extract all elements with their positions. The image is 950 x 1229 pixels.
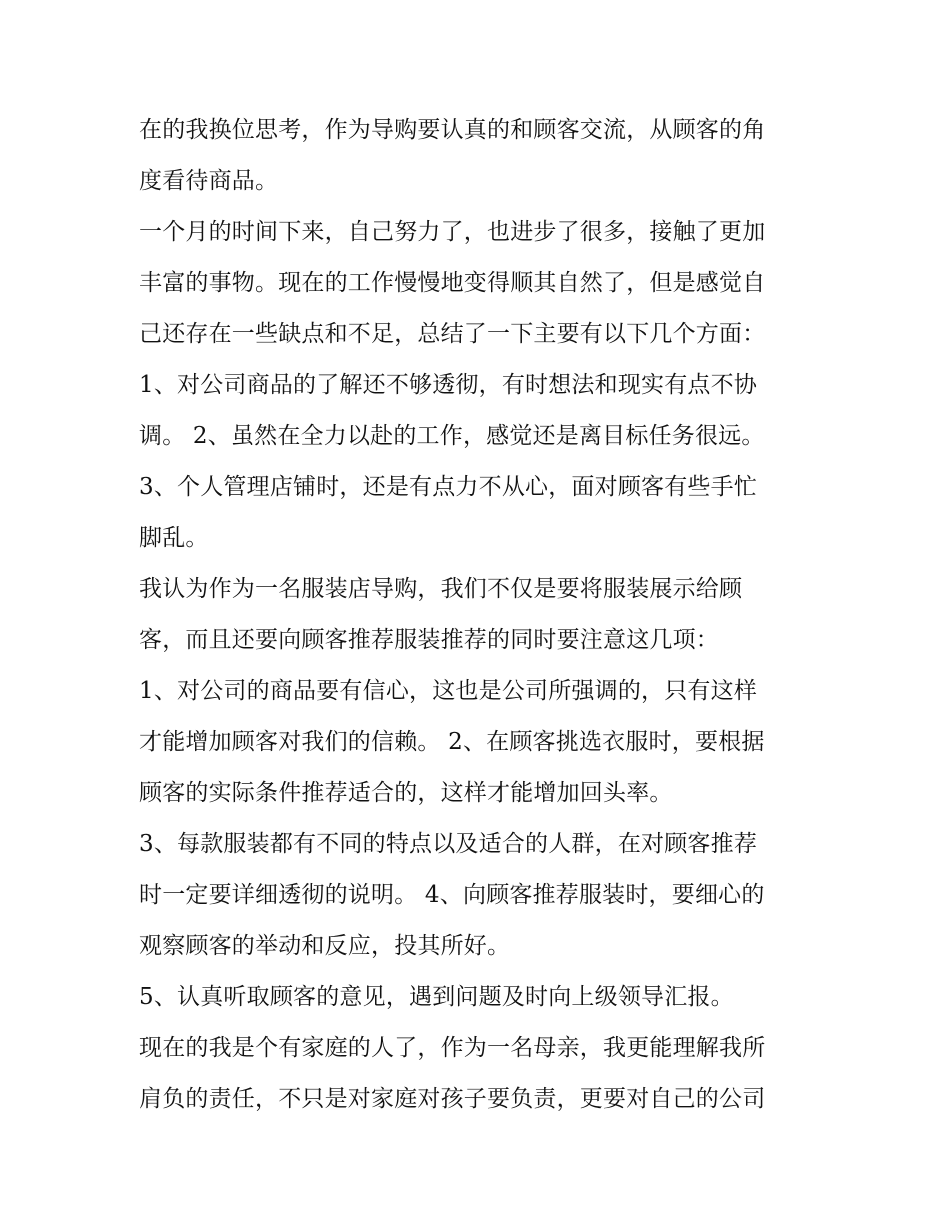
text-line: 在的我换位思考，作为导购要认真的和顾客交流，从顾客的角 [139, 117, 766, 143]
text-line: 1、对公司商品的了解还不够透彻，有时想法和现实有点不协 [139, 372, 758, 398]
body-text [139, 105, 819, 1125]
text-line: 现在的我是个有家庭的人了，作为一名母亲，我更能理解我所 [139, 1035, 766, 1061]
text-line: 时一定要详细透彻的说明。 4、向顾客推荐服装时，要细心的 [139, 882, 765, 908]
text-line: 3、个人管理店铺时，还是有点力不从心，面对顾客有些手忙 [139, 474, 758, 500]
text-line: 一个月的时间下来，自己努力了，也进步了很多，接触了更加 [139, 219, 766, 245]
text-line: 1、对公司的商品要有信心，这也是公司所强调的，只有这样 [139, 678, 758, 704]
text-line: 5、认真听取顾客的意见，遇到问题及时向上级领导汇报。 [139, 984, 734, 1010]
text-line: 客，而且还要向顾客推荐服装推荐的同时要注意这几项： [139, 627, 719, 653]
text-line: 度看待商品。 [139, 168, 279, 194]
text-line: 3、每款服装都有不同的特点以及适合的人群，在对顾客推荐 [139, 831, 758, 857]
text-line: 调。 2、虽然在全力以赴的工作，感觉还是离目标任务很远。 [139, 423, 765, 449]
text-line: 脚乱。 [139, 525, 209, 551]
text-line: 丰富的事物。现在的工作慢慢地变得顺其自然了，但是感觉自 [139, 270, 766, 296]
text-line: 肩负的责任，不只是对家庭对孩子要负责，更要对自己的公司 [139, 1086, 766, 1112]
text-line: 己还存在一些缺点和不足，总结了一下主要有以下几个方面： [139, 321, 766, 347]
text-line: 我认为作为一名服装店导购，我们不仅是要将服装展示给顾 [139, 576, 743, 602]
text-line: 才能增加顾客对我们的信赖。 2、在顾客挑选衣服时，要根据 [139, 729, 765, 755]
text-line: 观察顾客的举动和反应，投其所好。 [139, 933, 511, 959]
text-line: 顾客的实际条件推荐适合的，这样才能增加回头率。 [139, 780, 673, 806]
